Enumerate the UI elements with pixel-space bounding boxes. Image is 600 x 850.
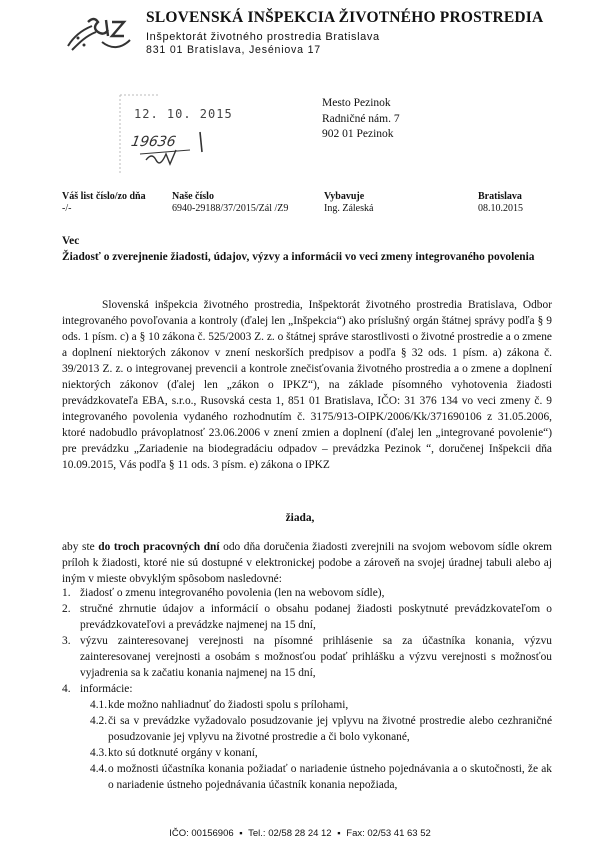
information-sublist [80, 697, 552, 793]
ref-your-letter: Váš list číslo/zo dňa -/- [62, 191, 146, 214]
sublist-item: 4.2. či sa v prevádzke vyžadovalo posudzovanie jej vplyvu na životné prostredie alebo cezhraničné posudzovanie jej vplyvu na životné prostredie a či bolo vykonané, [90, 715, 552, 743]
request-intro: aby ste do troch pracovných dní odo dňa doručenia žiadosti zverejnili na svojom webovom sídle okrem príloh k žiadosti, ktoré nie sú dostupné v elektronickej podobe a zároveň na svojej úradnej tabuli alebo aj iným v mieste obvyklým spôsobom nasledovné: [62, 541, 553, 585]
subject-line: Žiadosť o zverejnenie žiadosti, údajov, výzvy a informácii vo veci zmeny integrovaného povolenia [62, 251, 535, 263]
sizp-logo [62, 12, 134, 56]
main-paragraph [62, 297, 552, 473]
footer-fax: Fax: 02/53 41 63 52 [346, 828, 431, 839]
recipient-address [322, 96, 400, 143]
list-item: 2. stručné zhrnutie údajov a informácií o obsahu podanej žiadosti poskytnuté prevádzkovateľom o prevádzkovateľovi a prevádzke najmenej na 15 dní, [62, 603, 552, 631]
list-item: 4. informácie: 4.1. kde možno nahliadnuť do žiadosti spolu s prílohami, 4.2. či sa v prevádzke vyžadovalo posudzovanie jej vplyvu na životné prostredie alebo cezhraničné posudzovanie jej vplyvu na životné prostredie a či bolo vykonané, 4.3. kto sú dotknuté orgány v konaní, 4.4. o možnosti účastníka konania požiadať o nariadenie ústneho pojednávania a o skutočnosti, že ak o nariadenie ústneho pojednávania účastník konania nepožiada, [62, 683, 552, 791]
footer-contact [0, 826, 600, 842]
org-subtitle: Inšpektorát životného prostredia Bratislava [146, 31, 380, 43]
svg-text:19636: 19636 [130, 134, 178, 150]
recipient-line-2: Radničné nám. 7 [322, 112, 400, 125]
org-name: SLOVENSKÁ INŠPEKCIA ŽIVOTNÉHO PROSTREDIA [146, 9, 544, 26]
request-list [62, 585, 552, 793]
org-address: 831 01 Bratislava, Jeséniova 17 [146, 44, 321, 56]
sublist-item: 4.4. o možnosti účastníka konania požiadať o nariadenie ústneho pojednávania a o skutočnosti, že ak o nariadenie ústneho pojednávania účastník konania nepožiada, [90, 763, 552, 791]
ref-place-date: Bratislava 08.10.2015 [478, 191, 523, 214]
subject-label: Vec [62, 235, 80, 247]
footer-ico: IČO: 00156906 [169, 828, 234, 839]
request-heading: žiada, [285, 512, 315, 524]
ref-handled-by: Vybavuje Ing. Záleská [324, 191, 374, 214]
sublist-item: 4.3. kto sú dotknuté orgány v konaní, [90, 747, 258, 759]
recipient-line-1: Mesto Pezinok [322, 97, 391, 109]
footer-tel: Tel.: 02/58 28 24 12 [248, 828, 332, 839]
main-paragraph-text: Slovenská inšpekcia životného prostredia, Inšpektorát životného prostredia Bratislava, Odbor integrovaného povoľovania a kontroly (ďalej len „Inšpekcia“) ako príslušný orgán štátnej správy podľa § 9 ods. 1 písm. c) a § 10 zákona č. 525/2003 Z. z. o štátnej správe starostlivosti o životné prostredie a o zmene a doplnení niektorých zákonov v znení neskorších predpisov a podľa § 32 ods. 1 písm. a) zákona č. 39/2013 Z. z. o integrovanej prevencii a kontrole znečisťovania životného prostredia a o zmene a doplnení niektorých zákonov (ďalej len „zákon o IPKZ“), na základe písomného vyhotovenia žiadosti prevádzkovateľa EBA, s.r.o., Rusovská cesta 1, 851 01 Bratislava, IČO: 31 376 134 vo veci zmeny č. 9 integrovaného povolenia vydaného rozhodnutím č. 3175/913-OIPK/2006/Kk/371690106 z 31.05.2006, ktoré nadobudlo právoplatnosť 23.06.2006 v znení zmien a doplnení (ďalej len „integrované povolenie“) pre prevádzku „Zariadenie na biodegradáciu odpadov – prevádzka Pezinok “, doručenej Inšpekcii dňa 10.09.2015, Vás podľa § 11 ods. 3 písm. e) zákona o IPKZ [62, 299, 552, 471]
footer-separator: ▪ [239, 828, 243, 839]
ref-our-number: Naše číslo 6940-29188/37/2015/Zál /Z9 [172, 191, 289, 214]
list-item: 3. výzvu zainteresovanej verejnosti na písomné prihlásenie sa za účastníka konania, výzvu zainteresovanej verejnosti a osobám s možnosťou podať prihlášku a výzvu verejnosti s možnosťou vyjadrenia sa k začatiu konania najmenej na 15 dní, [62, 635, 552, 679]
handwritten-registry-number [130, 126, 260, 174]
list-item: 1. žiadosť o zmenu integrovaného povolenia (len na webovom sídle), [62, 587, 385, 599]
stamp-date: 12. 10. 2015 [134, 107, 233, 121]
deadline-emphasis: do troch pracovných dní [98, 541, 220, 553]
footer-separator: ▪ [337, 828, 341, 839]
sublist-item: 4.1. kde možno nahliadnuť do žiadosti spolu s prílohami, [90, 699, 349, 711]
recipient-line-3: 902 01 Pezinok [322, 128, 394, 140]
